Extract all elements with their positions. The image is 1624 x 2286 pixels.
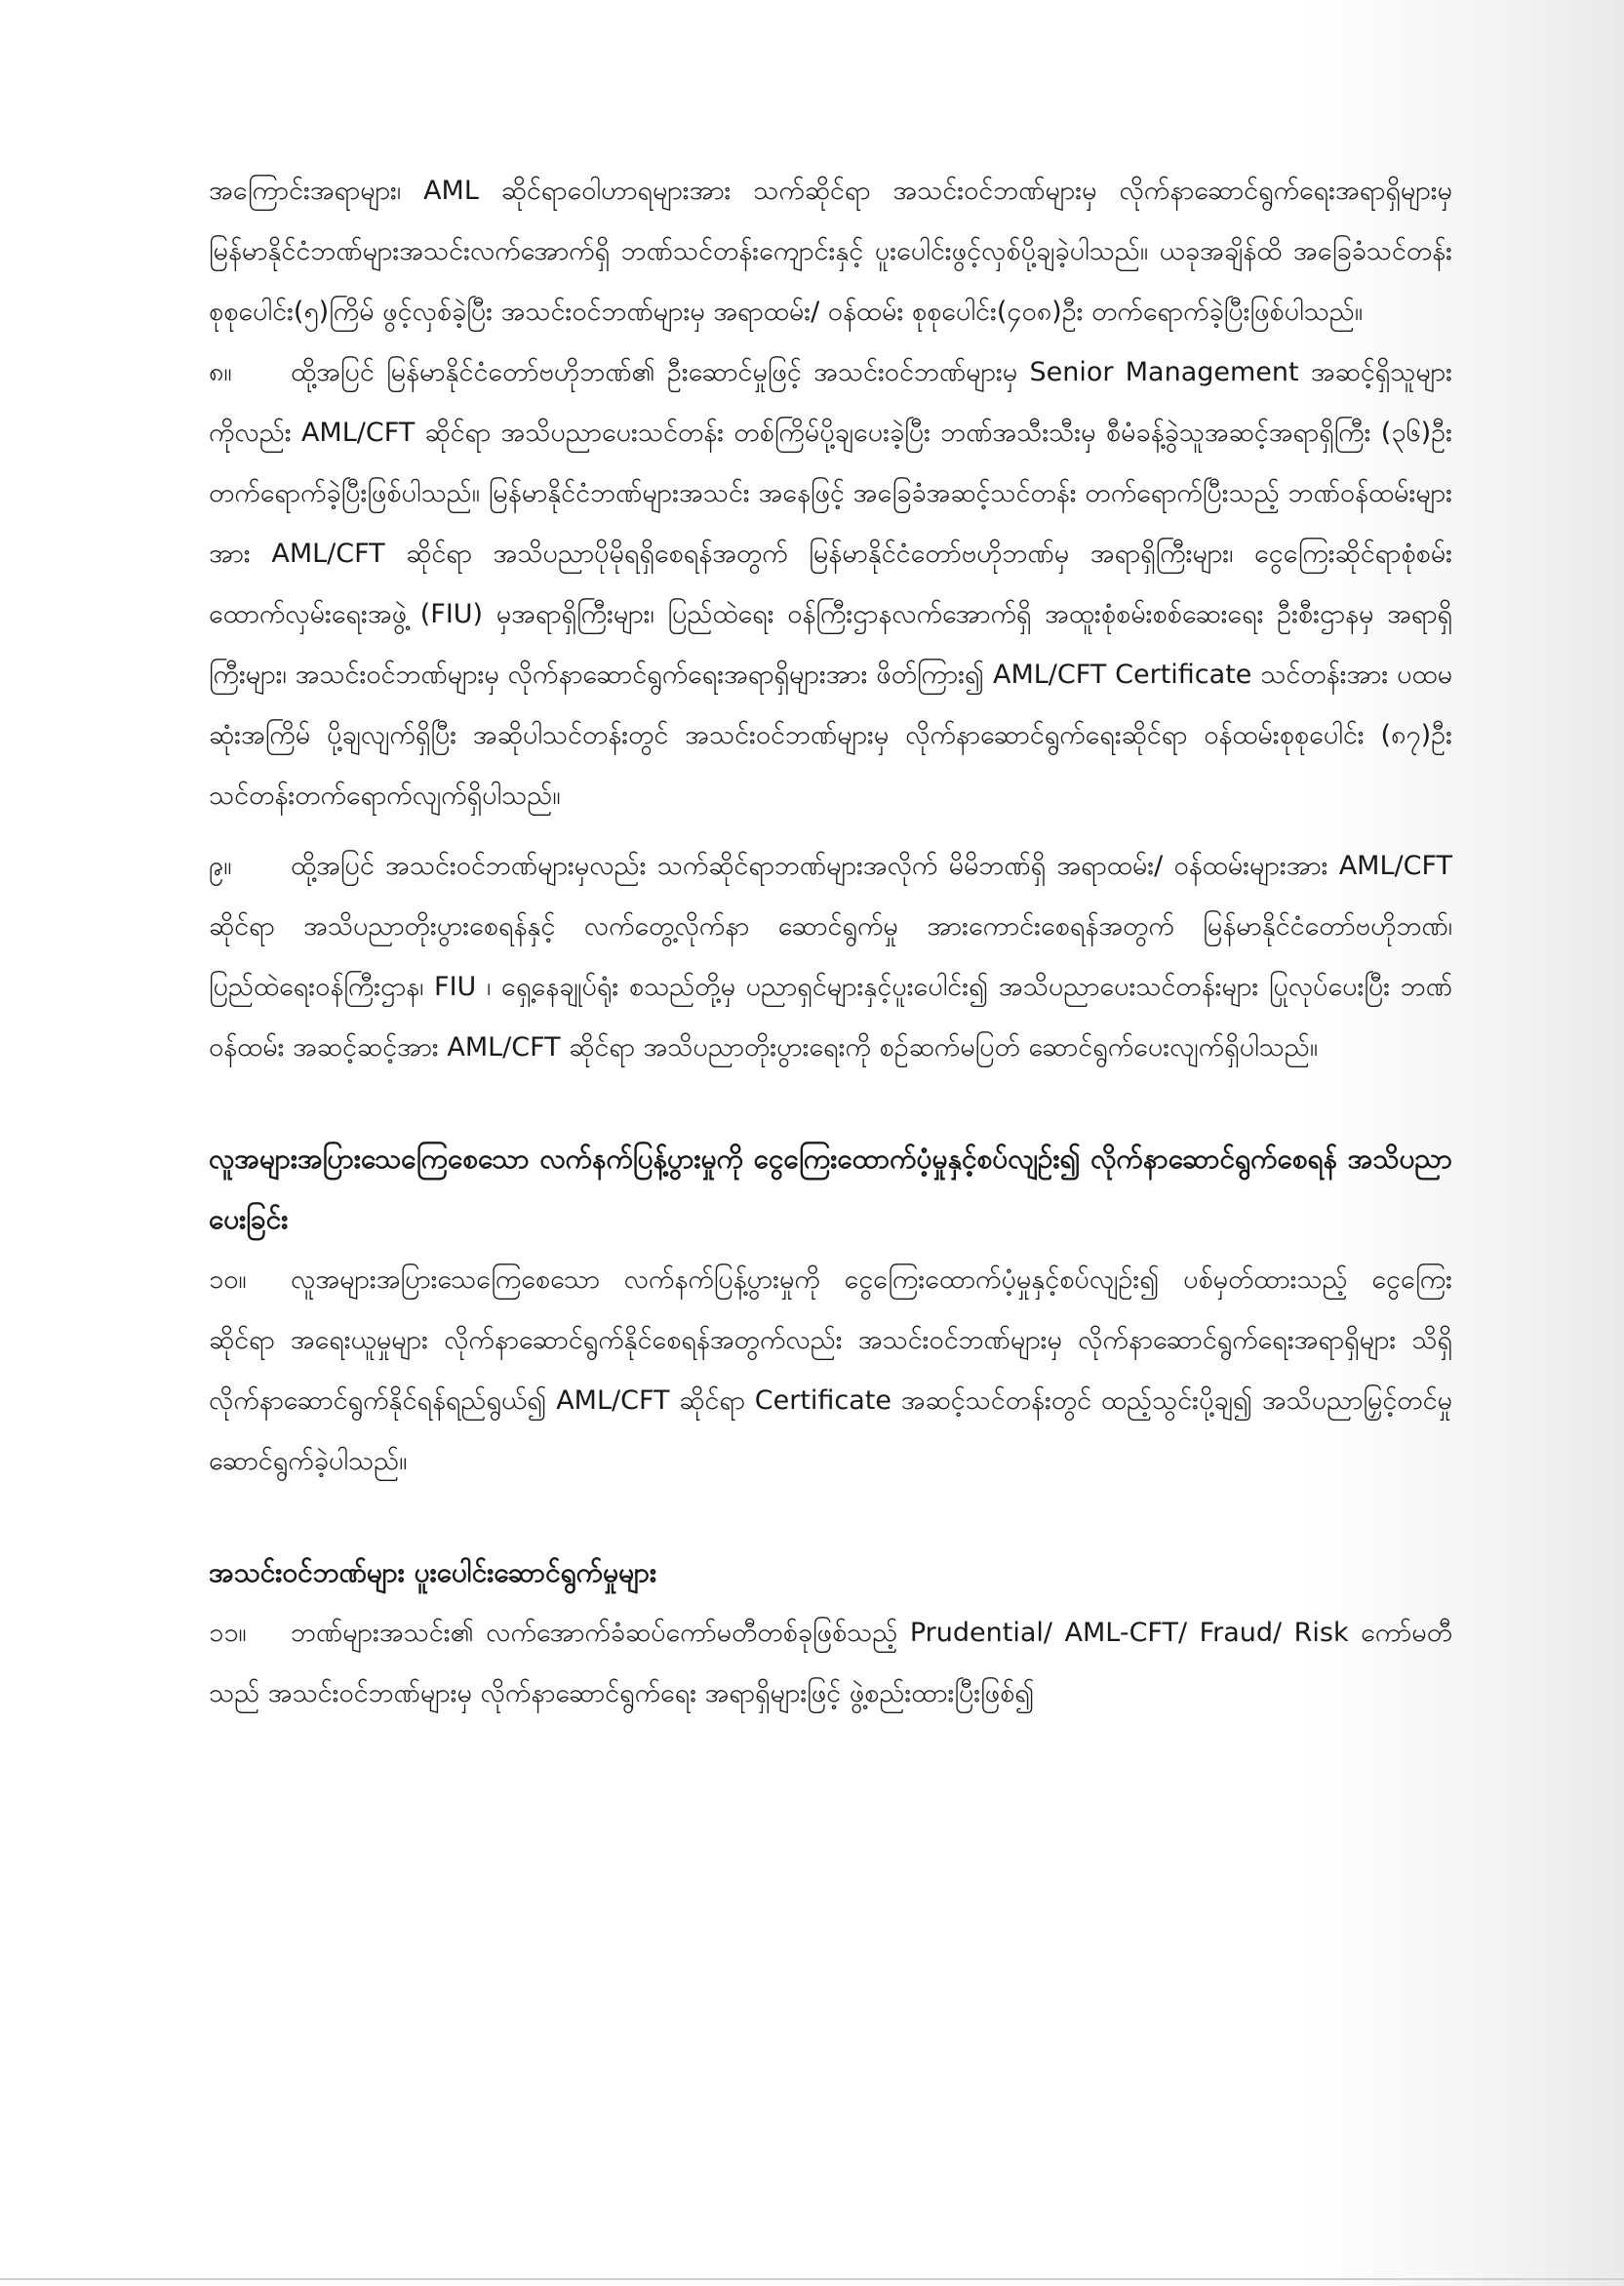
paragraph-8-number: ၈။ bbox=[209, 357, 232, 387]
paragraph-9-number: ၉။ bbox=[209, 851, 232, 881]
paragraph-9-text: ထို့အပြင် အသင်းဝင်ဘဏ်များမှလည်း သက်ဆိုင်ရာဘဏ်များအလိုက် မိမိဘဏ်ရှိ အရာထမ်း/ ဝန်ထမ်းများအား AML/CFT ဆိုင်ရာ အသိပညာတိုးပွားစေရန်နှင့် လက်တွေ့လိုက်နာ ဆောင်ရွက်မှု အားကောင်းစေရန်အတွက် မြန်မာနိုင်ငံတော်ဗဟိုဘဏ်၊ ပြည်ထဲရေးဝန်ကြီးဌာန၊ FIU ၊ ရှေ့နေချုပ်ရုံး စသည်တို့မှ ပညာရှင်များနှင့်ပူးပေါင်း၍ အသိပညာပေးသင်တန်းများ ပြုလုပ်ပေးပြီး ဘဏ်ဝန်ထမ်း အဆင့်ဆင့်အား AML/CFT ဆိုင်ရာ အသိပညာတိုးပွားရေးကို စဉ်ဆက်မပြတ် ဆောင်ရွက်ပေးလျက်ရှိပါသည်။ bbox=[209, 851, 1452, 1063]
paragraph-8-text: ထို့အပြင် မြန်မာနိုင်ငံတော်ဗဟိုဘဏ်၏ ဦးဆောင်မှုဖြင့် အသင်းဝင်ဘဏ်များမှ Senior Management အဆင့်ရှိသူများကိုလည်း AML/CFT ဆိုင်ရာ အသိပညာပေးသင်တန်း တစ်ကြိမ်ပို့ချပေးခဲ့ပြီး ဘဏ်အသီးသီးမှ စီမံခန့်ခွဲသူအဆင့်အရာရှိကြီး (၃၆)ဦး တက်ရောက်ခဲ့ပြီးဖြစ်ပါသည်။ မြန်မာနိုင်ငံဘဏ်များအသင်း အနေဖြင့် အခြေခံအဆင့်သင်တန်း တက်ရောက်ပြီးသည့် ဘဏ်ဝန်ထမ်းများအား AML/CFT ဆိုင်ရာ အသိပညာပိုမိုရရှိစေရန်အတွက် မြန်မာနိုင်ငံတော်ဗဟိုဘဏ်မှ အရာရှိကြီးများ၊ ငွေကြေးဆိုင်ရာစုံစမ်းထောက်လှမ်းရေးအဖွဲ့ (FIU) မှအရာရှိကြီးများ၊ ပြည်ထဲရေး ဝန်ကြီးဌာနလက်အောက်ရှိ အထူးစုံစမ်းစစ်ဆေးရေး ဦးစီးဌာနမှ အရာရှိကြီးများ၊ အသင်းဝင်ဘဏ်များမှ လိုက်နာဆောင်ရွက်ရေးအရာရှိများအား ဖိတ်ကြား၍ AML/CFT Certificate သင်တန်းအား ပထမဆုံးအကြိမ် ပို့ချလျက်ရှိပြီး အဆိုပါသင်တန်းတွင် အသင်းဝင်ဘဏ်များမှ လိုက်နာဆောင်ရွက်ရေးဆိုင်ရာ ဝန်ထမ်းစုစုပေါင်း (၈၇)ဦး သင်တန်းတက်ရောက်လျက်ရှိပါသည်။ bbox=[209, 357, 1452, 811]
paragraph-10-number: ၁၀။ bbox=[209, 1264, 247, 1295]
section-heading-wmd-financing: လူအများအပြားသေကြေစေသော လက်နက်ပြန့်ပွားမှုကို ငွေကြေးထောက်ပံ့မှုနှင့်စပ်လျဉ်း၍ လိုက်နာဆောင်ရွက်စေရန် အသိပညာပေးခြင်း bbox=[209, 1143, 1452, 1235]
paragraph-intro: အကြောင်းအရာများ၊ AML ဆိုင်ရာဝေါဟာရများအား သက်ဆိုင်ရာ အသင်းဝင်ဘဏ်များမှ လိုက်နာဆောင်ရွက်ရေးအရာရှိများမှ မြန်မာနိုင်ငံဘဏ်များအသင်းလက်အောက်ရှိ ဘဏ်သင်တန်းကျောင်းနှင့် ပူးပေါင်းဖွင့်လှစ်ပို့ချခဲ့ပါသည်။ ယခုအချိန်ထိ အခြေခံသင်တန်း စုစုပေါင်း(၅)ကြိမ် ဖွင့်လှစ်ခဲ့ပြီး အသင်းဝင်ဘဏ်များမှ အရာထမ်း/ ဝန်ထမ်း စုစုပေါင်း(၄၀၈)ဦး တက်ရောက်ခဲ့ပြီးဖြစ်ပါသည်။ bbox=[209, 176, 1452, 327]
section-heading-member-banks-cooperation: အသင်းဝင်ဘဏ်များ ပူးပေါင်းဆောင်ရွက်မှုများ bbox=[209, 1556, 657, 1588]
paragraph-9 bbox=[209, 836, 1452, 1078]
paragraph-8 bbox=[209, 342, 1452, 826]
paragraph-11-text: ဘဏ်များအသင်း၏ လက်အောက်ခံဆပ်ကော်မတီတစ်ခုဖြစ်သည့် Prudential/ AML-CFT/ Fraud/ Risk ကော်မတီသည် အသင်းဝင်ဘဏ်များမှ လိုက်နာဆောင်ရွက်ရေး အရာရှိများဖြင့် ဖွဲ့စည်းထားပြီးဖြစ်၍ bbox=[209, 1618, 1452, 1708]
paragraph-10-text: လူအများအပြားသေကြေစေသော လက်နက်ပြန့်ပွားမှုကို ငွေကြေးထောက်ပံ့မှုနှင့်စပ်လျဉ်း၍ ပစ်မှတ်ထားသည့် ငွေကြေးဆိုင်ရာ အရေးယူမှုများ လိုက်နာဆောင်ရွက်နိုင်စေရန်အတွက်လည်း အသင်းဝင်ဘဏ်များမှ လိုက်နာဆောင်ရွက်ရေးအရာရှိများ သိရှိလိုက်နာဆောင်ရွက်နိုင်ရန်ရည်ရွယ်၍ AML/CFT ဆိုင်ရာ Certificate အဆင့်သင်တန်းတွင် ထည့်သွင်းပို့ချ၍ အသိပညာမြှင့်တင်မှု ဆောင်ရွက်ခဲ့ပါသည်။ bbox=[209, 1264, 1452, 1476]
paragraph-10 bbox=[209, 1250, 1452, 1492]
document-body bbox=[209, 161, 1452, 1724]
paragraph-11 bbox=[209, 1603, 1452, 1724]
paragraph-11-number: ၁၁။ bbox=[209, 1618, 247, 1648]
page-bottom-edge bbox=[0, 2278, 1624, 2280]
